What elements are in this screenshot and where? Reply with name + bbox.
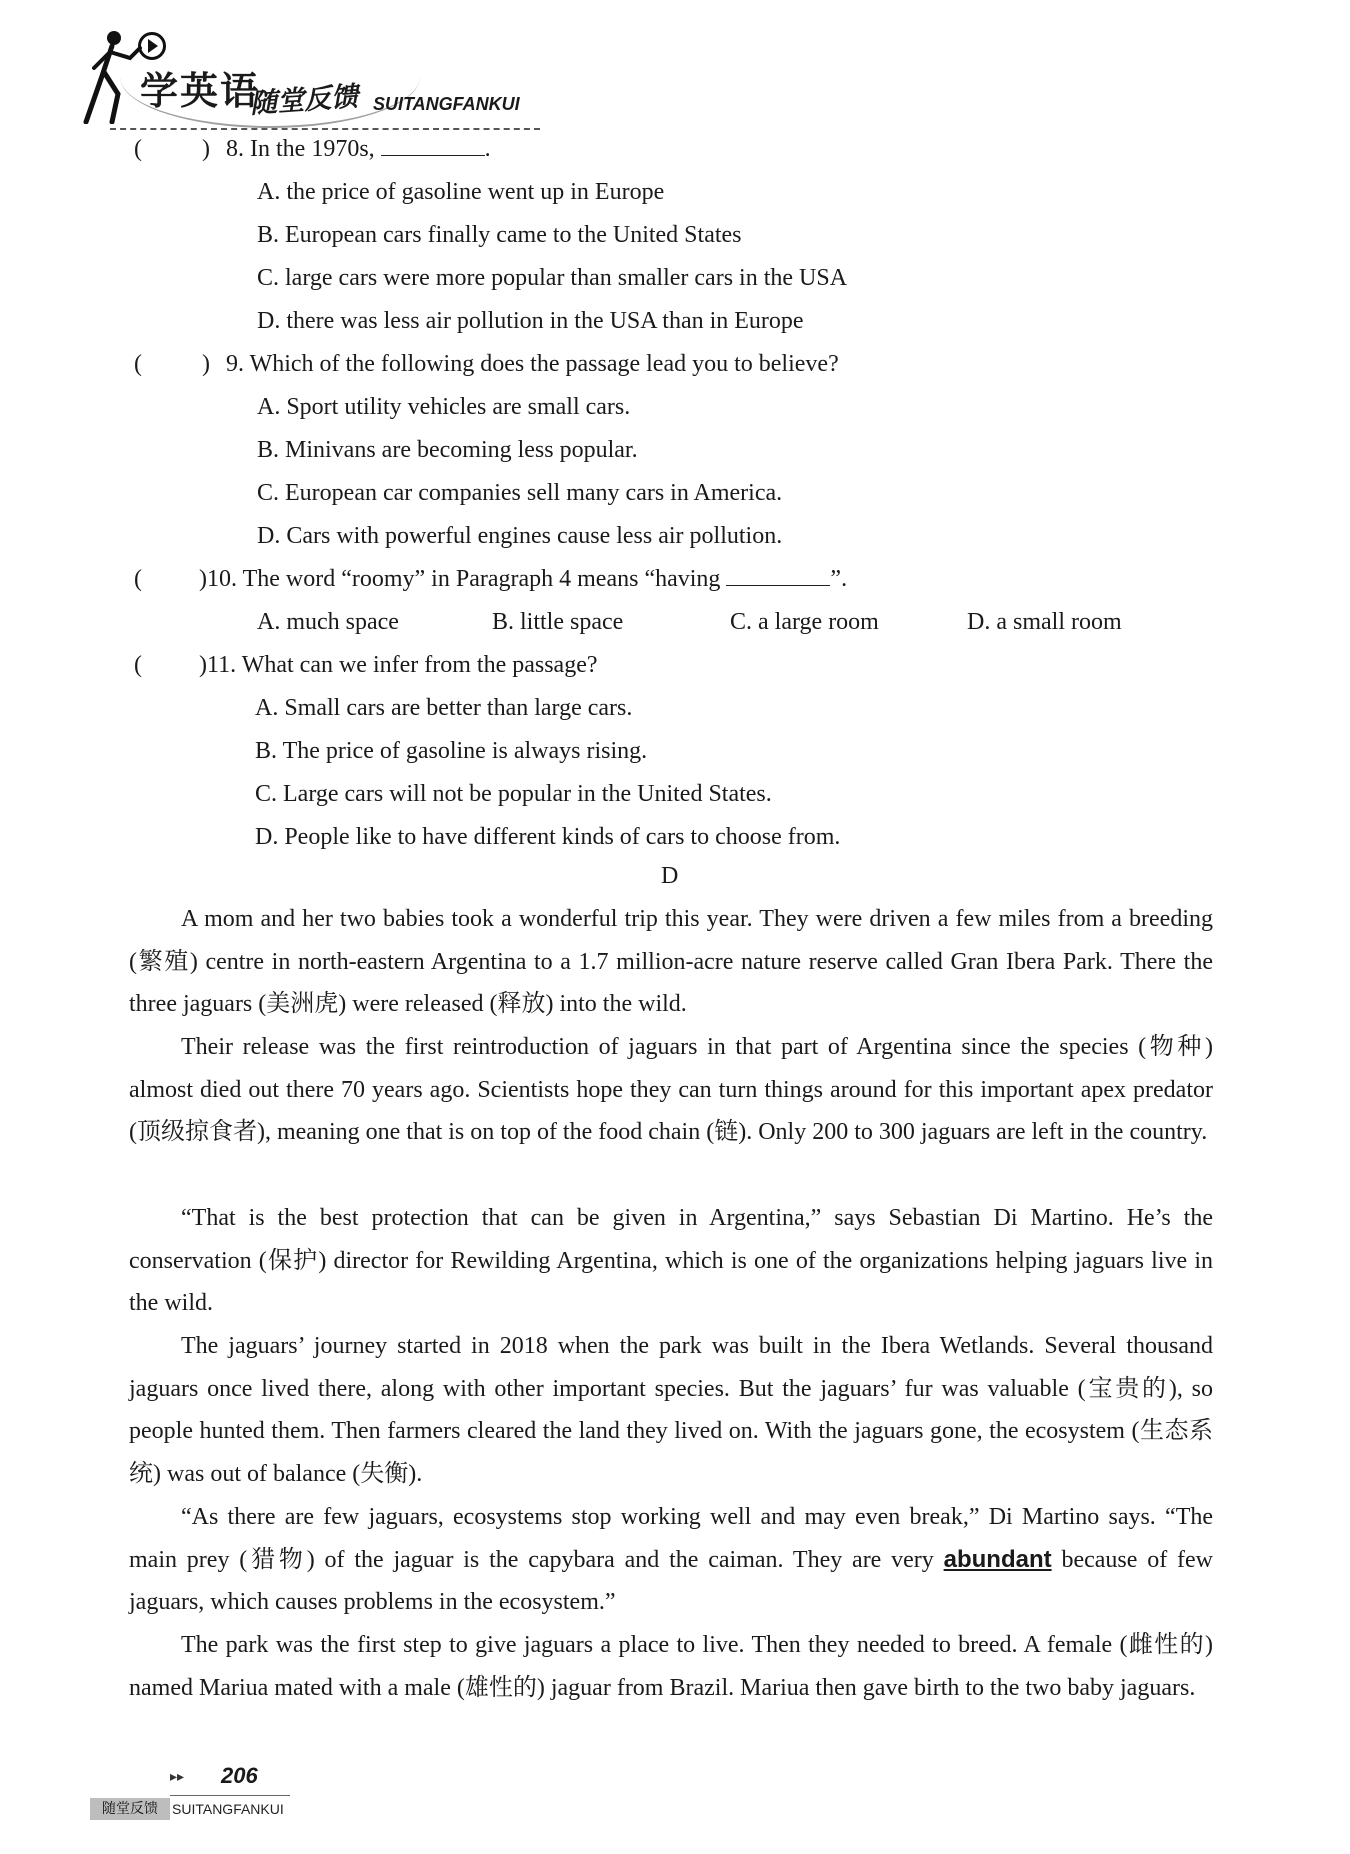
answer-blank: [381, 135, 485, 156]
option-b: B. Minivans are becoming less popular.: [257, 437, 638, 463]
footer-arrows-icon: ▸▸: [170, 1770, 185, 1785]
answer-paren-open: (: [134, 351, 142, 377]
passage-paragraph-6: The park was the first step to give jaguars a place to live. Then they needed to breed. A female (雌性的) named Mariua mated with a male (雄性的) jaguar from Brazil. Mariua then gave birth to the two baby jaguars.: [129, 1632, 1213, 1701]
footer-label-en: SUITANGFANKUI: [172, 1801, 284, 1817]
header-dashed-rule: [110, 128, 540, 130]
page-header: [70, 20, 570, 130]
option-b: B. The price of gasoline is always rising.: [255, 738, 648, 764]
question-text: The word “roomy” in Paragraph 4 means “having: [242, 566, 721, 592]
answer-paren-open: (: [134, 652, 142, 678]
question-number: 8.: [226, 136, 244, 162]
option-c: C. large cars were more popular than smaller cars in the USA: [257, 265, 848, 291]
passage-paragraph-5: [129, 1496, 1213, 1624]
passage-paragraph-2: Their release was the first reintroduction of jaguars in that part of Argentina since the species (物种) almost died out there 70 years ago. Scientists hope they can turn things around for this important apex predator (顶级掠食者), meaning one that is on top of the food chain (链). Only 200 to 300 jaguars are left in the country.: [129, 1034, 1213, 1146]
answer-paren-open: (: [134, 566, 142, 592]
answer-paren-close: ): [202, 351, 210, 377]
option-a: A. Small cars are better than large cars.: [255, 695, 633, 721]
question-text-end: ”.: [830, 566, 848, 592]
header-title-cn: 学英语: [140, 69, 261, 113]
option-a: A. the price of gasoline went up in Europe: [257, 179, 665, 205]
option-b: B. little space: [492, 609, 624, 635]
passage-paragraph-4: The jaguars’ journey started in 2018 when the park was built in the Ibera Wetlands. Several thousand jaguars once lived there, along with other important species. But the jaguars’ fur was valuable (宝贵的), so people hunted them. Then farmers cleared the land they lived on. With the jaguars gone, the ecosystem (生态系统) was out of balance (失衡).: [129, 1333, 1213, 1487]
question-text: In the 1970s,: [250, 136, 375, 162]
option-a: A. Sport utility vehicles are small cars.: [257, 394, 631, 420]
header-title-en: SUITANGFANKUI: [373, 94, 520, 114]
paragraph-text: “As there are few jaguars, ecosystems stop working well and may even break,” Di Martino says. “The main prey (猎物) of the jaguar is the capybara and the caiman. They are very: [129, 1504, 1213, 1573]
option-c: C. Large cars will not be popular in the United States.: [255, 781, 772, 807]
question-stem: [226, 134, 491, 164]
passage-paragraph-3: “That is the best protection that can be given in Argentina,” says Sebastian Di Martino. He’s the conservation (保护) director for Rewilding Argentina, which is one of the organizations helping jaguars live in the wild.: [129, 1205, 1213, 1317]
answer-blank: [726, 565, 830, 586]
question-text: Which of the following does the passage lead you to believe?: [249, 351, 839, 377]
question-stem: [207, 564, 847, 594]
footer-label-cn: 随堂反馈: [90, 1798, 170, 1820]
question-number: 9.: [226, 351, 244, 377]
highlighted-word: abundant: [943, 1545, 1052, 1573]
option-d: D. there was less air pollution in the USA than in Europe: [257, 308, 804, 334]
footer-rule: [170, 1795, 290, 1796]
header-subtitle-cn: 随堂反馈: [249, 81, 360, 120]
option-d: D. People like to have different kinds of cars to choose from.: [255, 824, 841, 850]
option-b: B. European cars finally came to the United States: [257, 222, 742, 248]
page-number: 206: [221, 1763, 258, 1788]
option-d: D. a small room: [967, 609, 1122, 635]
question-text-end: .: [484, 136, 491, 162]
question-text: What can we infer from the passage?: [241, 652, 598, 678]
option-a: A. much space: [257, 609, 399, 635]
passage-paragraph-1: A mom and her two babies took a wonderful trip this year. They were driven a few miles from a breeding (繁殖) centre in north-eastern Argentina to a 1.7 million-acre nature reserve called Gran Ibera Park. There the three jaguars (美洲虎) were released (释放) into the wild.: [129, 906, 1213, 1018]
option-c: C. European car companies sell many cars in America.: [257, 480, 783, 506]
section-letter: D: [661, 863, 679, 889]
answer-paren-close: ): [199, 652, 207, 678]
answer-paren-open: (: [134, 136, 142, 162]
question-stem: [207, 650, 598, 680]
option-c: C. a large room: [730, 609, 879, 635]
paragraph-text-end: because of few jaguars, which causes problems in the ecosystem.”: [129, 1546, 1213, 1616]
answer-paren-close: ): [199, 566, 207, 592]
question-number: 10.: [207, 566, 237, 592]
option-d: D. Cars with powerful engines cause less air pollution.: [257, 523, 783, 549]
question-number: 11.: [207, 652, 237, 678]
question-stem: [226, 349, 839, 379]
answer-paren-close: ): [202, 136, 210, 162]
